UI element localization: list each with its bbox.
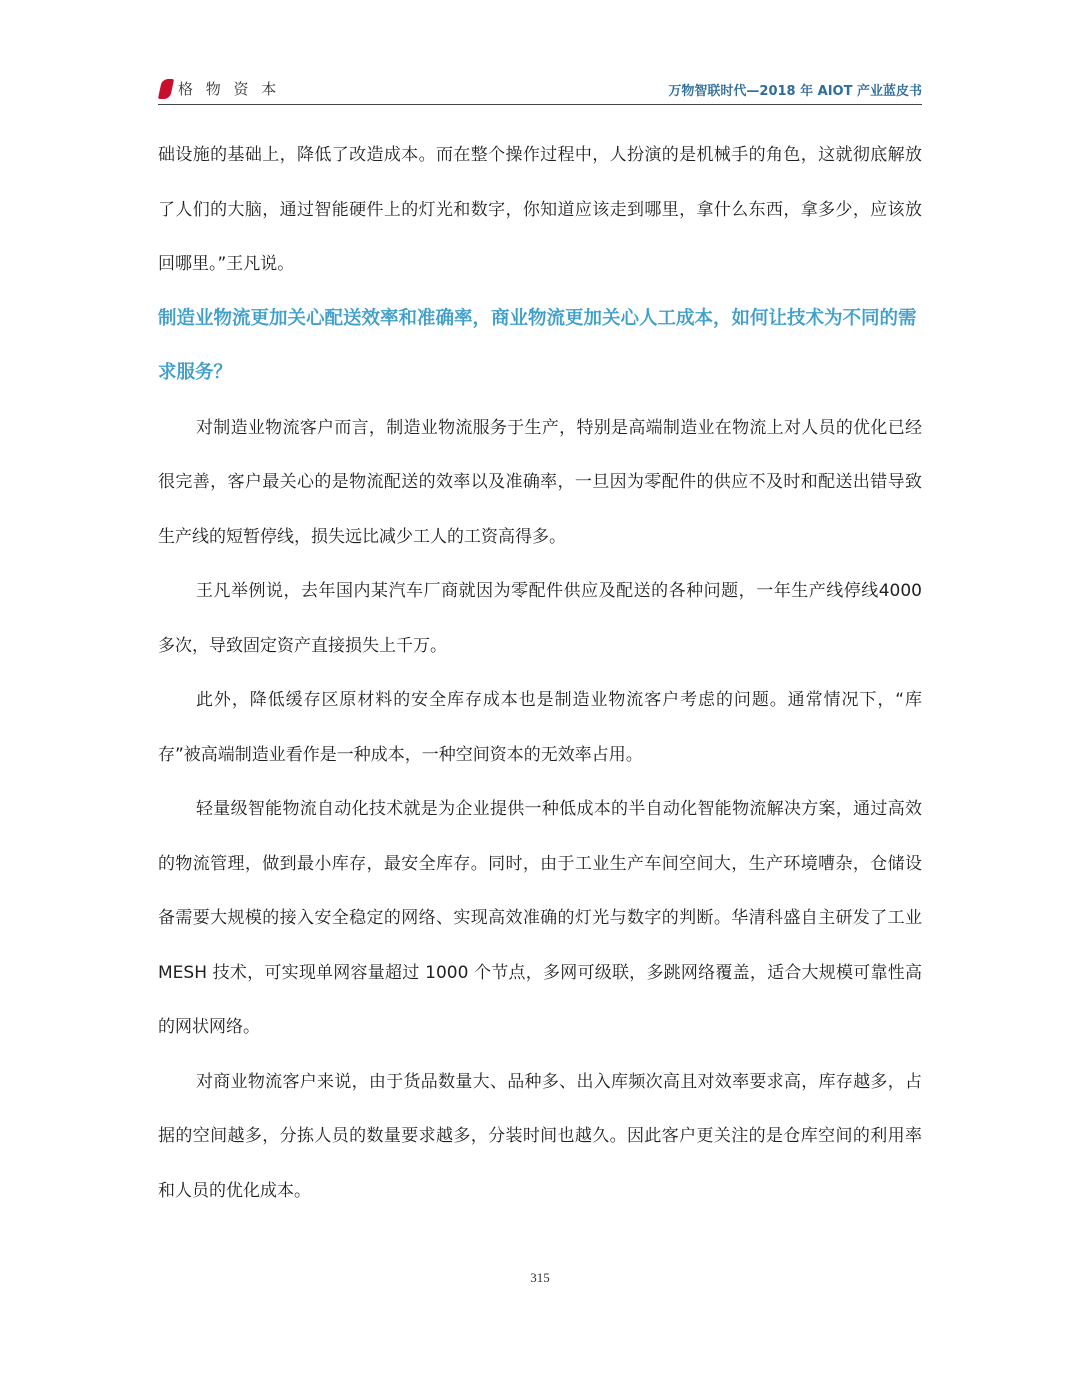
paragraph: 对制造业物流客户而言，制造业物流服务于生产，特别是高端制造业在物流上对人员的优化已经很完善，客户最关心的是物流配送的效率以及准确率，一旦因为零配件的供应不及时和配送出错导致生产线的短暂停线，损失远比减少工人的工资高得多。 bbox=[158, 417, 922, 547]
page-body bbox=[158, 128, 922, 1218]
header-divider bbox=[158, 104, 922, 105]
paragraph: 对商业物流客户来说，由于货品数量大、品种多、出入库频次高且对效率要求高，库存越多，占据的空间越多，分拣人员的数量要求越多，分装时间也越久。因此客户更关注的是仓库空间的利用率和人员的优化成本。 bbox=[158, 1071, 922, 1201]
logo-mark-icon bbox=[158, 79, 174, 99]
paragraph: 轻量级智能物流自动化技术就是为企业提供一种低成本的半自动化智能物流解决方案，通过高效的物流管理，做到最小库存，最安全库存。同时，由于工业生产车间空间大，生产环境嘈杂，仓储设备需要大规模的接入安全稳定的网络、实现高效准确的灯光与数字的判断。华清科盛自主研发了工业 MESH 技术，可实现单网容量超过 1000 个节点，多网可级联，多跳网络覆盖，适合大规模可靠性高的网状网络。 bbox=[158, 799, 922, 1037]
paragraph-continued: 础设施的基础上，降低了改造成本。而在整个操作过程中，人扮演的是机械手的角色，这就彻底解放了人们的大脑，通过智能硬件上的灯光和数字，你知道应该走到哪里，拿什么东西，拿多少，应该放回哪里。”王凡说。 bbox=[158, 145, 922, 274]
paragraph: 王凡举例说，去年国内某汽车厂商就因为零配件供应及配送的各种问题，一年生产线停线4000 多次，导致固定资产直接损失上千万。 bbox=[158, 581, 922, 656]
paragraph: 此外，降低缓存区原材料的安全库存成本也是制造业物流客户考虑的问题。通常情况下，“库存”被高端制造业看作是一种成本，一种空间资本的无效率占用。 bbox=[158, 690, 922, 765]
logo-text: 格 物 资 本 bbox=[178, 80, 281, 98]
section-heading: 制造业物流更加关心配送效率和准确率，商业物流更加关心人工成本，如何让技术为不同的需求服务？ bbox=[158, 307, 917, 383]
page-header bbox=[158, 74, 922, 104]
report-title: 万物智联时代—2018 年 AIOT 产业蓝皮书 bbox=[668, 84, 922, 99]
page-number: 315 bbox=[530, 1270, 550, 1285]
publisher-logo bbox=[160, 78, 280, 99]
